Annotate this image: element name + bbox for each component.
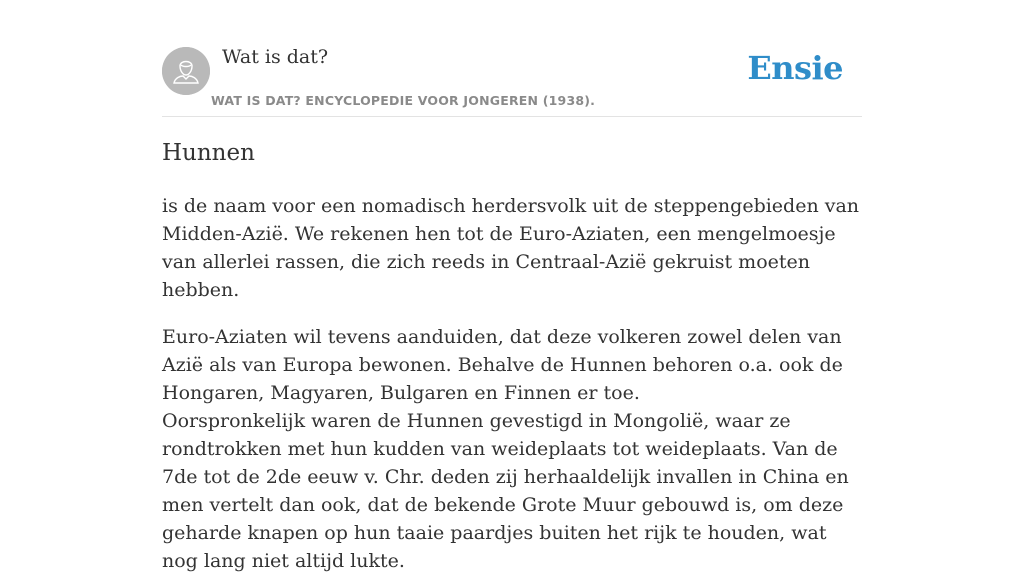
- entry-title: Hunnen: [162, 140, 255, 166]
- source-title[interactable]: Wat is dat?: [222, 46, 329, 68]
- user-avatar-icon[interactable]: [162, 47, 210, 95]
- entry-paragraph: Euro-Aziaten wil tevens aanduiden, dat deze volkeren zowel delen van Azië als van Europa bewonen. Behalve de Hunnen behoren o.a. ook de Hongaren, Magyaren, Bulgaren en Finnen er toe.: [162, 326, 843, 404]
- page-container: [162, 0, 862, 572]
- entry-body: [162, 192, 862, 575]
- source-subtitle[interactable]: WAT IS DAT? ENCYCLOPEDIE VOOR JONGEREN (1938).: [211, 93, 596, 108]
- entry-paragraph: Oorspronkelijk waren de Hunnen gevestigd in Mongolië, waar ze rondtrokken met hun kudden van weideplaats tot weideplaats. Van de 7de tot de 2de eeuw v. Chr. deden zij herhaaldelijk invallen in China en men vertelt dan ook, dat de bekende Grote Muur gebouwd is, om deze geharde knapen op hun taaie paardjes buiten het rijk te houden, wat nog lang niet altijd lukte.: [162, 410, 849, 572]
- ensie-logo[interactable]: Ensie: [747, 49, 843, 87]
- source-header: [162, 0, 862, 117]
- entry-paragraph: is de naam voor een nomadisch herdersvolk uit de steppengebieden van Midden-Azië. We rekenen hen tot de Euro-Aziaten, een mengelmoesje van allerlei rassen, die zich reeds in Centraal-Azië gekruist moeten hebben.: [162, 195, 860, 301]
